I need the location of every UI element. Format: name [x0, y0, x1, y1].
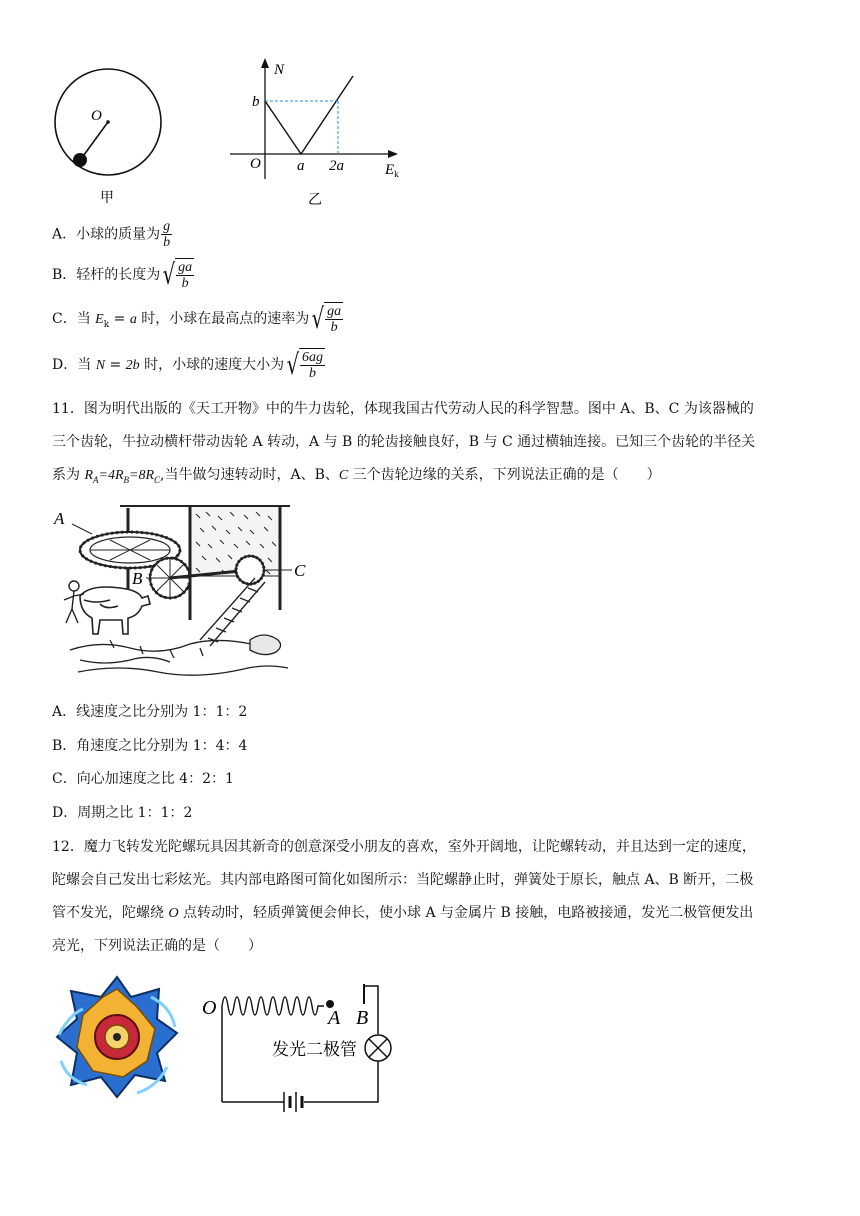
x-axis-arrow: [388, 150, 398, 158]
sqrt-expr: √ $\frac{ga}{b}$: [162, 258, 193, 291]
battery-symbol: [222, 1092, 302, 1112]
field-background: [190, 506, 280, 576]
y-axis-label-n: N: [274, 62, 285, 78]
fraction: $\frac{g}{b}$: [163, 219, 171, 250]
ball: [73, 153, 87, 167]
x-tick-2a: 2a: [329, 158, 344, 174]
label-a: A: [54, 509, 65, 528]
sqrt-expr: √ $\frac{ga}{b}$: [311, 302, 342, 335]
figure-spinning-top: [52, 972, 182, 1102]
figure-ox-gears: [50, 500, 320, 690]
label-b: B: [132, 569, 143, 588]
q12-stem: 12．魔力飞转发光陀螺玩具因其新奇的创意深受小朋友的喜欢，室外开阔地，让陀螺转动，并且达到一定的速度， 陀螺会自己发出七彩炫光。其内部电路图可简化如图所示：当陀螺静止时，弹簧处于原长，触点 A、B 断开，二极 管不发光，陀螺绕 O 点转动时，轻质弹簧便会伸长，使小球 A 与金属片 B 接触，电路被接通，发光二极管便发出 亮光，下列说法正确的是（ ）: [52, 839, 756, 954]
origin-o: O: [250, 156, 261, 172]
label-a: A: [328, 1007, 341, 1029]
q10-option-b[interactable]: B．轻杆的长度为 √ $\frac{ga}{b}$: [52, 258, 193, 291]
x-tick-a: a: [297, 158, 305, 174]
q11-option-c[interactable]: C．向心加速度之比 4：2：1: [52, 771, 234, 787]
water-trough: [200, 578, 265, 646]
graph-line: [265, 76, 353, 154]
figure-yi-graph: [228, 56, 408, 216]
light-rod: [81, 122, 108, 159]
label-o: O: [202, 997, 217, 1019]
ground: [70, 635, 288, 675]
rod-pivot: [106, 120, 110, 124]
ox: [80, 587, 150, 634]
figure-circuit: [200, 976, 410, 1116]
q11-option-b[interactable]: B．角速度之比分别为 1：4：4: [52, 738, 248, 754]
sqrt-expr: √ $\frac{6ag}{b}$: [286, 348, 323, 381]
led-label: 发光二极管: [272, 1040, 357, 1059]
led-symbol: [365, 1035, 391, 1061]
caption-jia: 甲: [100, 191, 114, 206]
gear-c: [236, 556, 264, 584]
q11-stem: 11．图为明代出版的《天工开物》中的牛力齿轮，体现我国古代劳动人民的科学智慧。图中 A、B、C 为该器械的 三个齿轮，牛拉动横杆带动齿轮 A 转动，A 与 B 的轮齿接触良好，B 与 C 通过横轴连接。已知三个齿轮的半径关 系为 $R_A=4R_B=8R_C$,当牛做匀速转动时，A、B、C 三个齿轮边缘的关系，下列说法正确的是（ ）: [52, 401, 756, 485]
label-b: B: [356, 1007, 369, 1029]
caption-yi: 乙: [308, 193, 322, 208]
q11-option-a[interactable]: A．线速度之比分别为 1：1：2: [52, 704, 248, 720]
center-label-o: O: [91, 108, 102, 124]
x-axis-label-e: $E_k$: [385, 162, 399, 179]
label-c: C: [294, 561, 306, 580]
y-tick-b: b: [252, 94, 260, 110]
q10-option-a[interactable]: A．小球的质量为 $\frac{g}{b}$: [52, 219, 171, 250]
label-line-a: [72, 524, 92, 534]
y-axis-arrow: [261, 58, 269, 68]
spring: [222, 997, 324, 1015]
q10-option-c[interactable]: C．当 $E_k = a$ 时，小球在最高点的速率为 √ $\frac{ga}{b}$: [52, 302, 342, 335]
q11-option-d[interactable]: D．周期之比 1：1：2: [52, 805, 193, 821]
q10-option-d[interactable]: D．当 N = 2b 时，小球的速度大小为 √ $\frac{6ag}{b}$: [52, 348, 323, 381]
figure-jia: [48, 66, 168, 216]
